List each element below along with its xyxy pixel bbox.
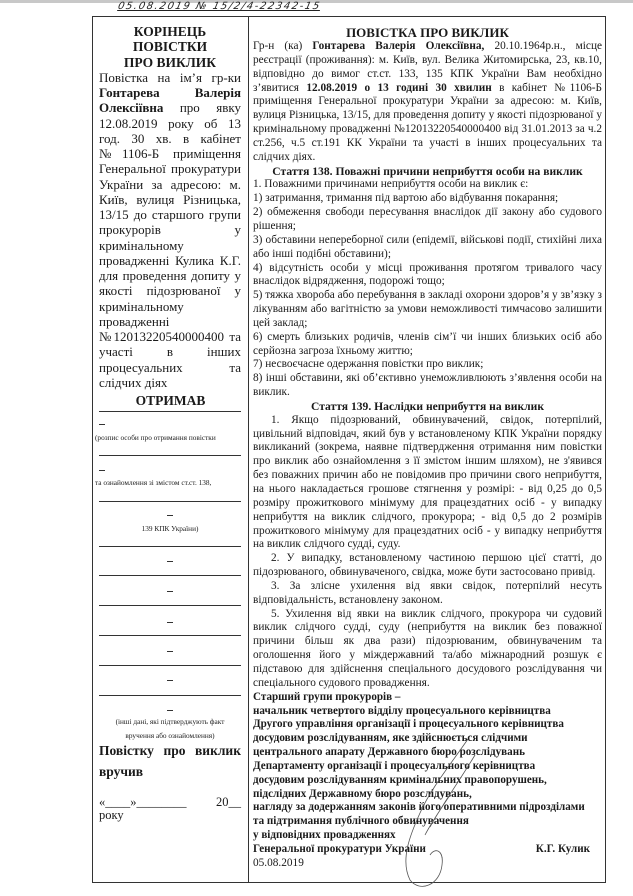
caption-acquainted: та ознайомлення зі змістом ст.ст. 138, [95, 478, 212, 487]
signer-line: підслідних Державному бюро розслідувань, [253, 787, 472, 800]
signer-line: Старший групи прокурорів – [253, 690, 401, 703]
dash [167, 515, 173, 516]
received-label: ОТРИМАВ [135, 393, 206, 408]
signer-line: начальник четвертого відділу процесуального керівництва [253, 704, 551, 717]
signer-line: Генеральної прокуратури України [253, 842, 426, 855]
article-138-item: 3) обставини непереборної сили (епідемії, військові події, стихійні лиха або інші подібні обставини); [253, 233, 602, 260]
handed-label: Повістку про виклик вручив [99, 743, 241, 779]
dash [167, 651, 173, 652]
dash [167, 710, 173, 711]
signer-line: нагляду за додержанням законів його оперативними підрозділами [253, 801, 585, 814]
summons-title: ПОВІСТКА ПРО ВИКЛИК [346, 25, 509, 40]
summoned-person-name: Гонтарева Валерія Олексіївна, [312, 40, 485, 52]
caption-other-2: вручення або ознайомлення) [125, 731, 215, 740]
signature-line[interactable] [99, 635, 241, 636]
intro-text: 20.10.1964р.н., місце реєстрації (проживання): м. Київ, вул. Велика Житомирська, 23, кв.10, відповідно до вимог ст.ст. 133, 135 КПК України Вам необхідно з’явитися [253, 40, 603, 94]
issue-date: 05.08.2019 [253, 856, 304, 869]
handwritten-reference-number: 05.08.2019 № 15/2/4-22342-15 [116, 1, 322, 12]
signer-line: Другого управління організації і процесуального керівництва [253, 718, 564, 731]
signer-line: та підтримання публічного обвинувачення [253, 815, 469, 828]
caption-code: 139 КПК України) [141, 524, 199, 533]
stub-body [99, 70, 241, 390]
signer-line: досудовим розслідуванням, яке здійснюється слідчими [253, 732, 528, 745]
intro-text: Гр-н (ка) [253, 40, 313, 52]
signature-line[interactable] [99, 501, 241, 502]
article-138-item: 6) смерть близьких родичів, членів сім’ї чи інших близьких осіб або серйозна загроза їхньому життю; [253, 330, 602, 357]
caption-signature: (розпис особи про отримання повістки [95, 433, 216, 442]
article-139-heading: Стаття 139. Наслідки неприбуття на виклик [310, 399, 544, 413]
caption-other-1: (інші дані, які підтверджують факт [115, 717, 225, 726]
dash [167, 561, 173, 562]
article-139-item: 5. Ухилення від явки на виклик слідчого, прокурора чи судовий виклик слідчого судді, суду (неприбуття на виклик без поважної причини більш як два рази) підозрюваним, обвинуваченим та оголошення його у міждержавний та/або міжнародний розшук є підставою для здійснення спеціального досудового розслідування чи спеціального судового провадження. [253, 607, 602, 689]
article-138-item: 2) обмеження свободи пересування внаслідок дії закону або судового рішення; [253, 206, 602, 232]
year-blank: 20__ [216, 795, 241, 809]
dash [167, 591, 173, 592]
article-138-item: 1) затримання, тримання під вартою або відбування покарання; [253, 192, 559, 205]
handwritten-signature [380, 735, 480, 895]
dash [99, 424, 105, 425]
appointment-datetime: 12.08.2019 о 13 годині 30 хвилин [306, 81, 492, 94]
signer-name: К.Г. Кулик [535, 842, 590, 855]
dash [99, 470, 105, 471]
signer-line: Департаменту організації і процесуального керівництва [253, 759, 536, 772]
stub-title-line1: КОРІНЕЦЬ ПОВІСТКИ [132, 24, 208, 55]
stub-main-text: про явку 12.08.2019 року об 13 год. 30 хв. в кабінет №1106-Б приміщення Генеральної прокуратури України за адресою: м. Київ, вулиця Різницька, 13/15 до старшого групи прокурорів у кримінальному провадженні Кулика К.Г. для проведення допиту у якості підозрюваної у кримінальному провадженні №12013220540000400 та участі в інших процесуальних та слідчих діях [99, 100, 241, 390]
signature-line[interactable] [99, 411, 241, 412]
signer-line: центрального апарату Державного бюро розслідувань [253, 746, 525, 759]
intro-text: в кабінет №1106-Б приміщення Генеральної прокуратури України за адресою: м. Київ, вулиця Різницька, 13/15, для проведення допиту у якості підозрюваної у кримінальному провадженні №12013220540000400 від 31.01.2013 за ч.2 ст.256, ч.5 ст.191 КК України та участі в інших процесуальних та слідчих діях. [253, 81, 602, 163]
stub-text [99, 24, 241, 390]
article-138-item: 8) інші обставини, які об’єктивно унеможливлюють з’явлення особи на виклик. [253, 372, 602, 399]
article-138-heading: Стаття 138. Поважні причини неприбуття особи на виклик [272, 164, 583, 178]
year-word: року [99, 808, 124, 822]
article-139-item: 2. У випадку, встановленому частиною першою цієї статті, до підозрюваного, обвинуваченого, свідка, може бути застосовано привід. [253, 552, 602, 579]
article-139-item: 3. За злісне ухилення від явки свідок, потерпілий несуть відповідальність, встановлену законом. [253, 579, 602, 606]
signature-line[interactable] [99, 575, 241, 576]
article-139-item: 1. Якщо підозрюваний, обвинувачений, свідок, потерпілий, цивільний відповідач, який був у встановленому КПК України порядку викликаний (зокрема, наявне підтвердження отримання ним повістки про виклик або ознайомлення з її змістом іншим шляхом), не з'явився без поважних причин або не повідомив про причини свого неприбуття, на нього накладається грошове стягнення у розмірі: - від 0,25 до 0,5 розміру прожиткового мінімуму для працездатних осіб - у випадку неприбуття на виклик слідчого, прокурора; - від 0,5 до 2 розмірів прожиткового мінімуму для працездатних осіб - у випадку неприбуття на виклик слідчого судді, суду. [253, 413, 602, 551]
signature-line[interactable] [99, 546, 241, 547]
summons-form [92, 16, 606, 883]
signer-line: досудовим розслідуванням кримінальних правопорушень, [253, 773, 547, 786]
stub-intro: Повістка на ім’я гр-ки [99, 69, 241, 85]
dash [167, 680, 173, 681]
signature-line[interactable] [99, 605, 241, 606]
article-138-item: 1. Поважними причинами неприбуття особи на виклик є: [253, 178, 529, 191]
dash [167, 622, 173, 623]
signature-line[interactable] [99, 695, 241, 696]
article-138-item: 5) тяжка хвороба або перебування в закладі охорони здоров’я у зв’язку з лікуванням або вагітністю за умови неможливості тимчасово залишити цей заклад; [253, 289, 602, 329]
signature-line[interactable] [99, 455, 241, 456]
stub-column [93, 17, 248, 882]
stub-title-line2: ПРО ВИКЛИК [123, 54, 217, 70]
summons-intro [253, 40, 602, 165]
article-138-item: 7) несвоєчасне одержання повістки про виклик; [253, 358, 484, 371]
stub-name: Гонтарева Валерія Олексіївна [99, 85, 241, 116]
signature-line[interactable] [99, 665, 241, 666]
signer-line: у відповідних провадженнях [253, 829, 396, 842]
article-138-item: 4) відсутність особи у місці проживання протягом тривалого часу внаслідок відрядження, подорожі тощо; [253, 261, 602, 288]
date-blank: «____»________ [99, 795, 187, 809]
